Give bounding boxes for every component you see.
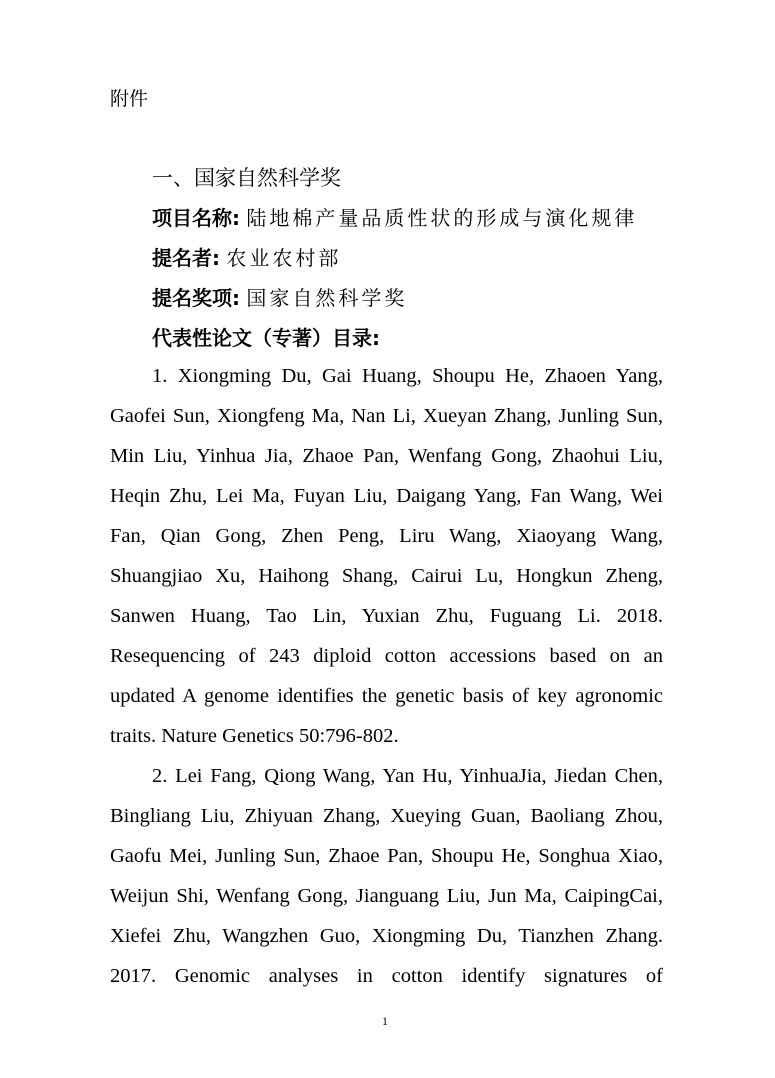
field-value: 国家自然科学奖 <box>246 286 408 310</box>
reference-line: Gaofu Mei, Junling Sun, Zhaoe Pan, Shoupu He, Songhua Xiao, <box>110 845 663 867</box>
field-label: 提名奖项: <box>152 286 240 310</box>
reference-line: 1. Xiongming Du, Gai Huang, Shoupu He, Zhaoen Yang, <box>152 365 663 387</box>
reference-line: Bingliang Liu, Zhiyuan Zhang, Xueying Guan, Baoliang Zhou, <box>110 805 663 827</box>
section-heading: 一、国家自然科学奖 <box>152 166 341 190</box>
reference-line: Fan, Qian Gong, Zhen Peng, Liru Wang, Xiaoyang Wang, <box>110 525 663 547</box>
field-label: 项目名称: <box>152 206 240 230</box>
reference-line: 2. Lei Fang, Qiong Wang, Yan Hu, YinhuaJia, Jiedan Chen, <box>152 765 663 787</box>
reference-line: Min Liu, Yinhua Jia, Zhaoe Pan, Wenfang Gong, Zhaohui Liu, <box>110 445 663 467</box>
field-value: 农业农村部 <box>226 246 342 270</box>
reference-line: Sanwen Huang, Tao Lin, Yuxian Zhu, Fuguang Li. 2018. <box>110 605 663 627</box>
reference-line: Shuangjiao Xu, Haihong Shang, Cairui Lu, Hongkun Zheng, <box>110 565 663 587</box>
field-project-name <box>152 202 637 231</box>
reference-line: Heqin Zhu, Lei Ma, Fuyan Liu, Daigang Yang, Fan Wang, Wei <box>110 485 663 507</box>
reference-line: Xiefei Zhu, Wangzhen Guo, Xiongming Du, Tianzhen Zhang. <box>110 925 663 947</box>
reference-line: Weijun Shi, Wenfang Gong, Jianguang Liu, Jun Ma, CaipingCai, <box>110 885 663 907</box>
reference-line: updated A genome identifies the genetic basis of key agronomic <box>110 685 663 707</box>
reference-line: Resequencing of 243 diploid cotton accessions based on an <box>110 645 663 667</box>
attachment-label: 附件 <box>110 88 149 110</box>
field-nominator <box>152 242 341 271</box>
field-value: 陆地棉产量品质性状的形成与演化规律 <box>246 206 638 230</box>
field-award <box>152 282 407 311</box>
field-label: 提名者: <box>152 246 220 270</box>
reference-line: traits. Nature Genetics 50:796-802. <box>110 725 399 747</box>
papers-heading: 代表性论文（专著）目录: <box>152 326 380 350</box>
reference-line: Gaofei Sun, Xiongfeng Ma, Nan Li, Xueyan Zhang, Junling Sun, <box>110 405 663 427</box>
reference-line: 2017. Genomic analyses in cotton identify signatures of <box>110 965 663 987</box>
page-number: 1 <box>382 1014 388 1028</box>
